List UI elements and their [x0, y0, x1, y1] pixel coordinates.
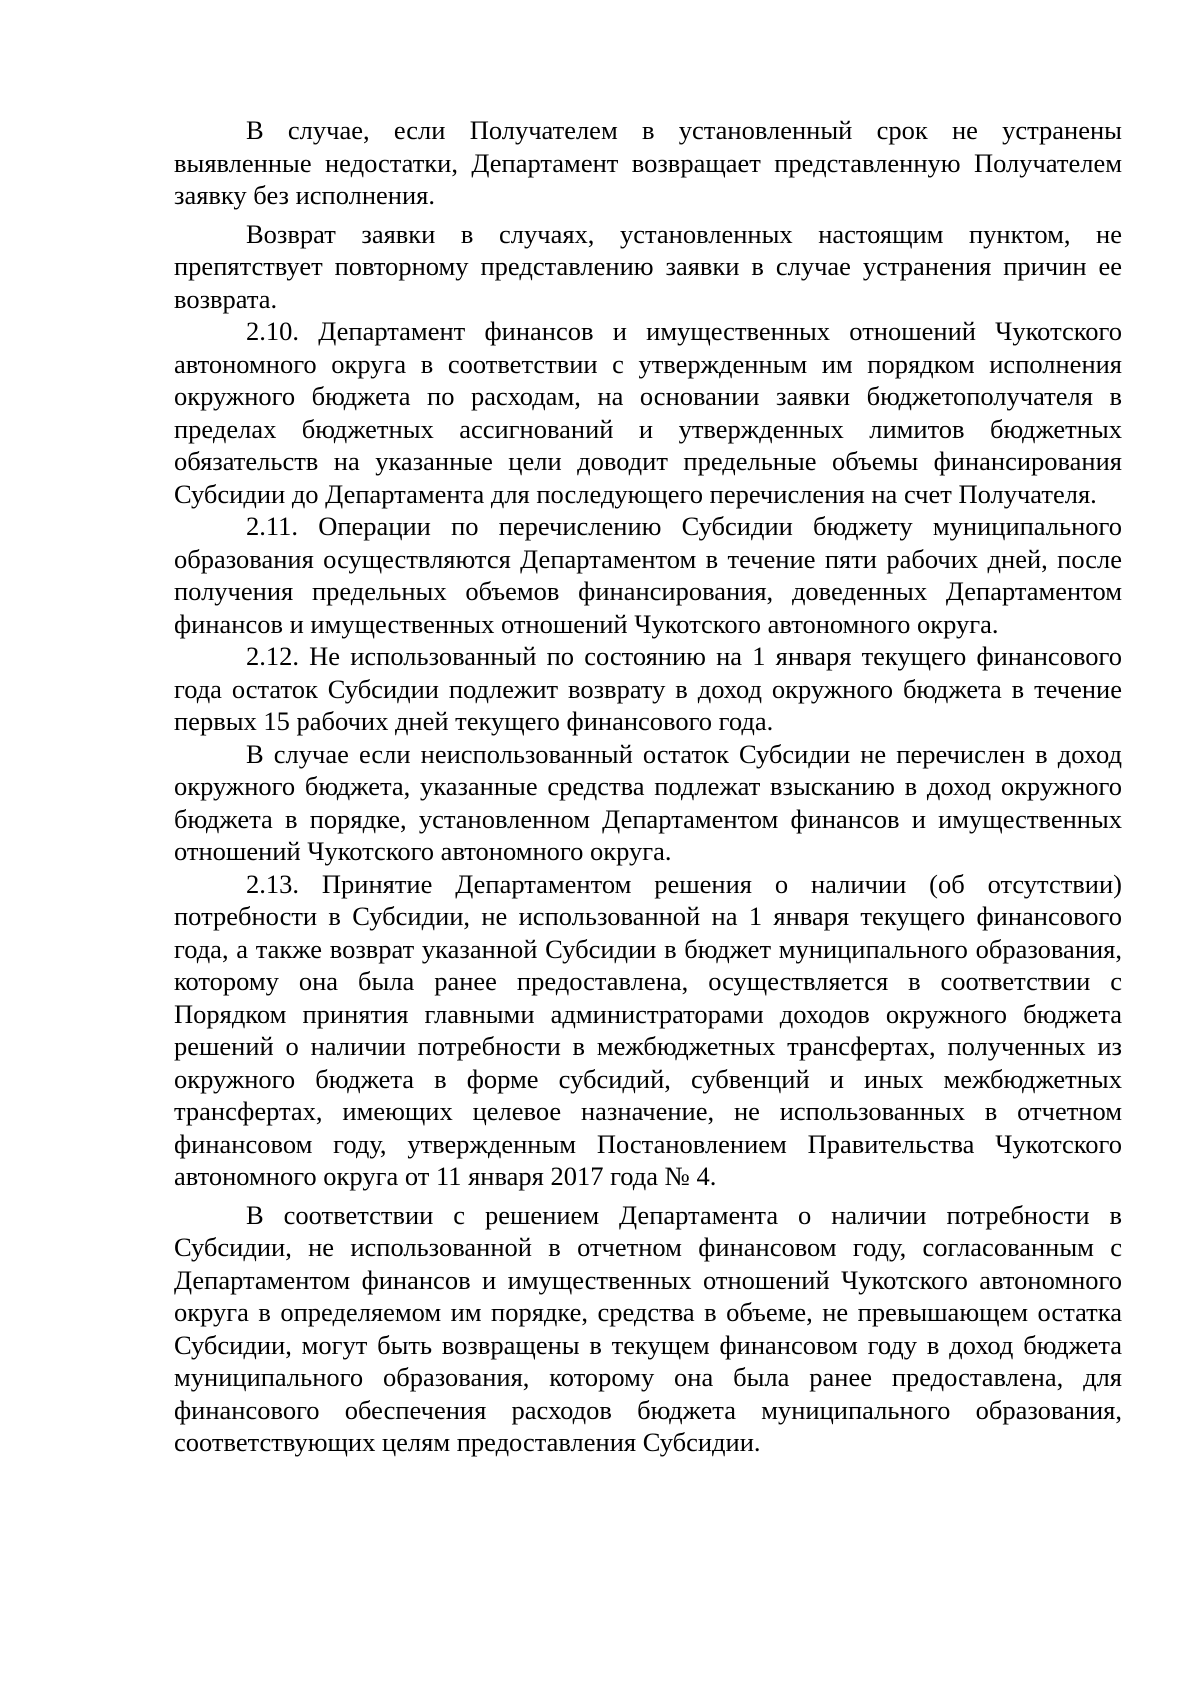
document-body: [174, 114, 1122, 1459]
paragraph-unused-balance-recovery: В случае если неиспользованный остаток Субсидии не перечислен в доход окружного бюджета, указанные средства подлежат взысканию в доход окружного бюджета в порядке, установленном Департаментом финансов и имущественных отношений Чукотского автономного округа.: [174, 738, 1122, 866]
paragraph-2-13: 2.13. Принятие Департаментом решения о наличии (об отсутствии) потребности в Субсидии, не использованной на 1 января текущего финансового года, а также возврат указанной Субсидии в бюджет муниципального образования, которому она была ранее предоставлена, осуществляется в соответствии с Порядком принятия главными администраторами доходов окружного бюджета решений о наличии потребности в межбюджетных трансфертах, полученных из окружного бюджета в форме субсидий, субвенций и иных межбюджетных трансфертах, имеющих целевое назначение, не использованных в отчетном финансовом году, утвержденным Постановлением Правительства Чукотского автономного округа от 11 января 2017 года № 4.: [174, 868, 1122, 1191]
paragraph-2-11: 2.11. Операции по перечислению Субсидии бюджету муниципального образования осуществляются Департаментом в течение пяти рабочих дней, после получения предельных объемов финансирования, доведенных Департаментом финансов и имущественных отношений Чукотского автономного округа.: [174, 511, 1122, 639]
paragraph-return-without-execution: В случае, если Получателем в установленный срок не устранены выявленные недостатки, Департамент возвращает представленную Получателем заявку без исполнения.: [174, 115, 1122, 210]
paragraph-return-to-municipal-budget: В соответствии с решением Департамента о наличии потребности в Субсидии, не использованной в отчетном финансовом году, согласованным с Департаментом финансов и имущественных отношений Чукотского автономного округа в определяемом им порядке, средства в объеме, не превышающем остатка Субсидии, могут быть возвращены в текущем финансовом году в доход бюджета муниципального образования, которому она была ранее предоставлена, для финансового обеспечения расходов бюджета муниципального образования, соответствующих целям предоставления Субсидии.: [174, 1199, 1122, 1457]
paragraph-repeat-submission: Возврат заявки в случаях, установленных настоящим пунктом, не препятствует повторному представлению заявки в случае устранения причин ее возврата.: [174, 218, 1122, 314]
paragraph-2-12: 2.12. Не использованный по состоянию на 1 января текущего финансового года остаток Субсидии подлежит возврату в доход окружного бюджета в течение первых 15 рабочих дней текущего финансового года.: [174, 641, 1122, 736]
paragraph-2-10: 2.10. Департамент финансов и имущественных отношений Чукотского автономного округа в соответствии с утвержденным им порядком исполнения окружного бюджета по расходам, на основании заявки бюджетополучателя в пределах бюджетных ассигнований и утвержденных лимитов бюджетных обязательств на указанные цели доводит предельные объемы финансирования Субсидии до Департамента для последующего перечисления на счет Получателя.: [174, 316, 1122, 509]
